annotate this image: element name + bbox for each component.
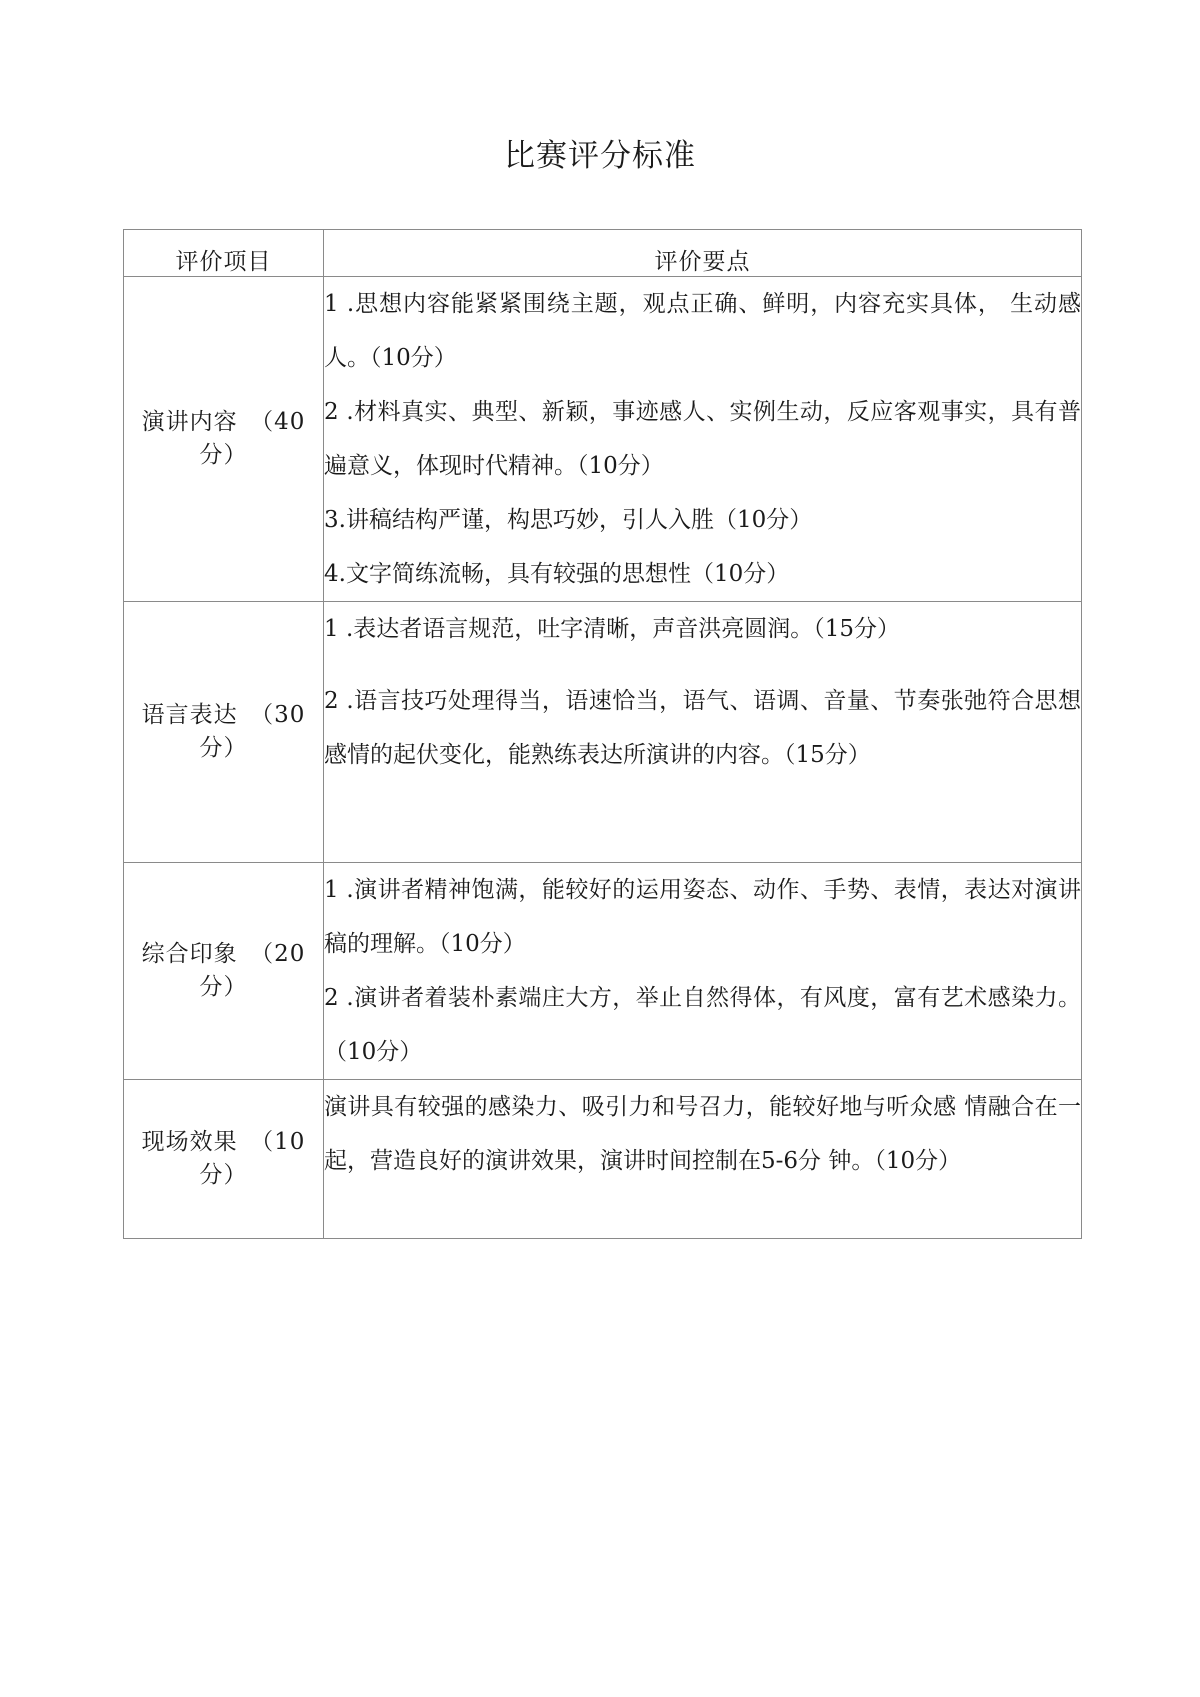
point-item: 演讲具有较强的感染力、吸引力和号召力，能较好地与听众感 情融合在一起，营造良好的演讲效果，演讲时间控制在5-6分 钟。（10分） — [324, 1094, 1081, 1174]
item-label: 现场效果 （10 — [141, 1129, 306, 1155]
point-item: 4.文字简练流畅，具有较强的思想性（10分） — [324, 561, 790, 587]
table-row — [124, 277, 1082, 602]
point-item: 1 .思想内容能紧紧围绕主题，观点正确、鲜明，内容充实具体， 生动感人。（10分） — [324, 291, 1081, 371]
item-label: 语言表达 （30 — [141, 702, 306, 728]
spacer — [324, 656, 1081, 674]
item-cell-language-expression — [124, 602, 324, 863]
table-row — [124, 863, 1082, 1080]
point-item: 3.讲稿结构严谨，构思巧妙，引人入胜（10分） — [324, 507, 813, 533]
table-header-row — [124, 230, 1082, 277]
item-label: 综合印象 （20 — [141, 941, 306, 967]
point-item: 1 .演讲者精神饱满，能较好的运用姿态、动作、手势、表情，表达对演讲稿的理解。（10分） — [324, 877, 1081, 957]
header-evaluation-item: 评价项目 — [124, 230, 324, 277]
header-evaluation-points: 评价要点 — [324, 230, 1082, 277]
point-item: 2 .演讲者着装朴素端庄大方，举止自然得体，有风度，富有艺术感染力。（10分） — [324, 985, 1081, 1065]
points-cell-overall-impression — [324, 863, 1082, 1080]
table-row — [124, 1080, 1082, 1239]
point-item: 1 .表达者语言规范，吐字清晰，声音洪亮圆润。（15分） — [324, 616, 901, 642]
item-cell-speech-content — [124, 277, 324, 602]
points-cell-language-expression — [324, 602, 1082, 863]
item-label-suffix: 分） — [199, 1162, 248, 1188]
item-label-suffix: 分） — [199, 974, 248, 1000]
point-item: 2 .语言技巧处理得当，语速恰当，语气、语调、音量、节奏张弛符合思想感情的起伏变化，能熟练表达所演讲的内容。（15分） — [324, 688, 1081, 768]
page-title: 比赛评分标准 — [504, 138, 696, 174]
scoring-criteria-table — [123, 229, 1082, 1239]
points-cell-live-effect — [324, 1080, 1082, 1239]
item-label-suffix: 分） — [199, 442, 248, 468]
point-item: 2 .材料真实、典型、新颖，事迹感人、实例生动，反应客观事实，具有普遍意义，体现时代精神。（10分） — [324, 399, 1081, 479]
item-cell-live-effect — [124, 1080, 324, 1239]
item-label-suffix: 分） — [199, 735, 248, 761]
item-cell-overall-impression — [124, 863, 324, 1080]
points-cell-speech-content — [324, 277, 1082, 602]
table-row — [124, 602, 1082, 863]
item-label: 演讲内容 （40 — [141, 409, 306, 435]
